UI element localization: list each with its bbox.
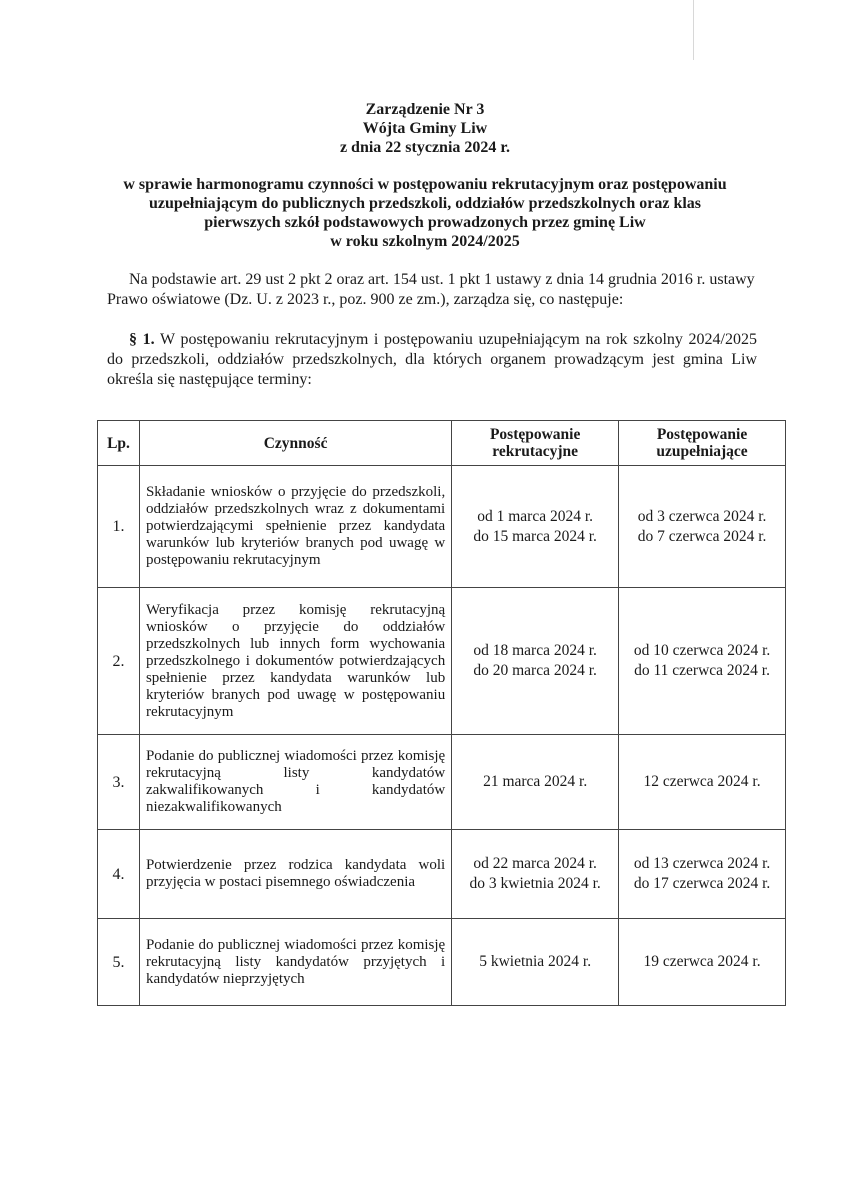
date-single: 5 kwietnia 2024 r. [479, 953, 592, 970]
row-number: 5. [98, 919, 140, 1006]
row-recruitment-dates [452, 919, 619, 1006]
subject-line: pierwszych szkół podstawowych prowadzonych przez gminę Liw [204, 214, 646, 231]
subject-line: uzupełniającym do publicznych przedszkoli, oddziałów przedszkolnych oraz klas [148, 195, 702, 212]
table-row [98, 588, 786, 735]
order-number: Zarządzenie Nr 3 [365, 101, 485, 118]
row-recruitment-dates [452, 830, 619, 919]
header-lp: Lp. [98, 421, 140, 466]
paragraph-text: W postępowaniu rekrutacyjnym i postępowaniu uzupełniającym na rok szkolny 2024/2025 do przedszkoli, oddziałów przedszkolnych, dla których organem prowadzącym jest gmina Liw określa się następujące terminy: [107, 331, 757, 388]
order-date: z dnia 22 stycznia 2024 r. [339, 139, 511, 156]
date-to: do 15 marca 2024 r. [473, 527, 597, 545]
subject-line: w roku szkolnym 2024/2025 [330, 233, 520, 250]
header-recruitment-line2: rekrutacyjne [492, 443, 579, 460]
date-to: do 17 czerwca 2024 r. [633, 875, 771, 892]
paragraph-1 [107, 330, 757, 390]
date-from: od 22 marca 2024 r. [473, 855, 597, 872]
date-from: od 18 marca 2024 r. [473, 642, 597, 659]
row-supplementary-dates [619, 830, 786, 919]
paragraph-label: § 1. [129, 331, 155, 348]
date-from: od 10 czerwca 2024 r. [633, 642, 771, 659]
row-supplementary-dates [619, 588, 786, 735]
subject-line: w sprawie harmonogramu czynności w postępowaniu rekrutacyjnym oraz postępowaniu [123, 176, 727, 193]
row-activity: Podanie do publicznej wiadomości przez komisję rekrutacyjną listy kandydatów zakwalifikowanych i kandydatów niezakwalifikowanych [139, 735, 451, 830]
date-to: do 11 czerwca 2024 r. [634, 662, 770, 679]
date-from: od 1 marca 2024 r. [477, 507, 594, 525]
row-number: 2. [98, 588, 140, 735]
row-recruitment-dates [452, 466, 619, 588]
row-recruitment-dates [452, 588, 619, 735]
row-activity: Składanie wniosków o przyjęcie do przedszkoli, oddziałów przedszkolnych wraz z dokumentami potwierdzającymi spełnienie przez kandydata warunków lub kryteriów branych pod uwagę w postępowaniu rekrutacyjnym [139, 466, 451, 588]
row-activity: Potwierdzenie przez rodzica kandydata woli przyjęcia w postaci pisemnego oświadczenia [139, 830, 451, 919]
date-from: od 13 czerwca 2024 r. [633, 855, 771, 872]
table-row [98, 735, 786, 830]
scan-edge-line [693, 0, 694, 60]
date-from: od 3 czerwca 2024 r. [637, 507, 767, 525]
row-recruitment-dates [452, 735, 619, 830]
table-header-row [98, 421, 786, 466]
table-row [98, 466, 786, 588]
legal-basis: Na podstawie art. 29 ust 2 pkt 2 oraz art. 154 ust. 1 pkt 1 ustawy z dnia 14 grudnia 2016 r. ustawy Prawo oświatowe (Dz. U. z 2023 r., poz. 900 ze zm.), zarządza się, co następuje: [107, 271, 755, 308]
row-supplementary-dates [619, 735, 786, 830]
row-supplementary-dates [619, 919, 786, 1006]
header-activity: Czynność [139, 421, 451, 466]
date-to: do 20 marca 2024 r. [473, 662, 597, 679]
row-supplementary-dates [619, 466, 786, 588]
date-single: 12 czerwca 2024 r. [643, 773, 761, 790]
row-number: 1. [98, 466, 140, 588]
header-recruitment-line1: Postępowanie [489, 426, 581, 443]
header-supplementary-line2: uzupełniające [656, 443, 748, 460]
issuer: Wójta Gminy Liw [362, 120, 488, 137]
table-row [98, 830, 786, 919]
table-row [98, 919, 786, 1006]
date-single: 19 czerwca 2024 r. [643, 953, 761, 970]
row-activity: Weryfikacja przez komisję rekrutacyjną wniosków o przyjęcie do oddziałów przedszkolnych lub innych form wychowania przedszkolnego i dokumentów potwierdzających spełnienie przez kandydata warunków lub kryteriów branych pod uwagę w postępowaniu rekrutacyjnym [139, 588, 451, 735]
row-activity: Podanie do publicznej wiadomości przez komisję rekrutacyjną listy kandydatów przyjętych i kandydatów nieprzyjętych [139, 919, 451, 1006]
header-supplementary-line1: Postępowanie [656, 426, 748, 443]
document-subject [95, 175, 755, 251]
date-to: do 7 czerwca 2024 r. [637, 527, 767, 545]
date-to: do 3 kwietnia 2024 r. [469, 875, 601, 892]
row-number: 4. [98, 830, 140, 919]
row-number: 3. [98, 735, 140, 830]
document-header [0, 100, 850, 157]
date-single: 21 marca 2024 r. [483, 773, 588, 790]
header-supplementary [619, 421, 786, 466]
schedule-table [97, 420, 786, 1006]
header-recruitment [452, 421, 619, 466]
